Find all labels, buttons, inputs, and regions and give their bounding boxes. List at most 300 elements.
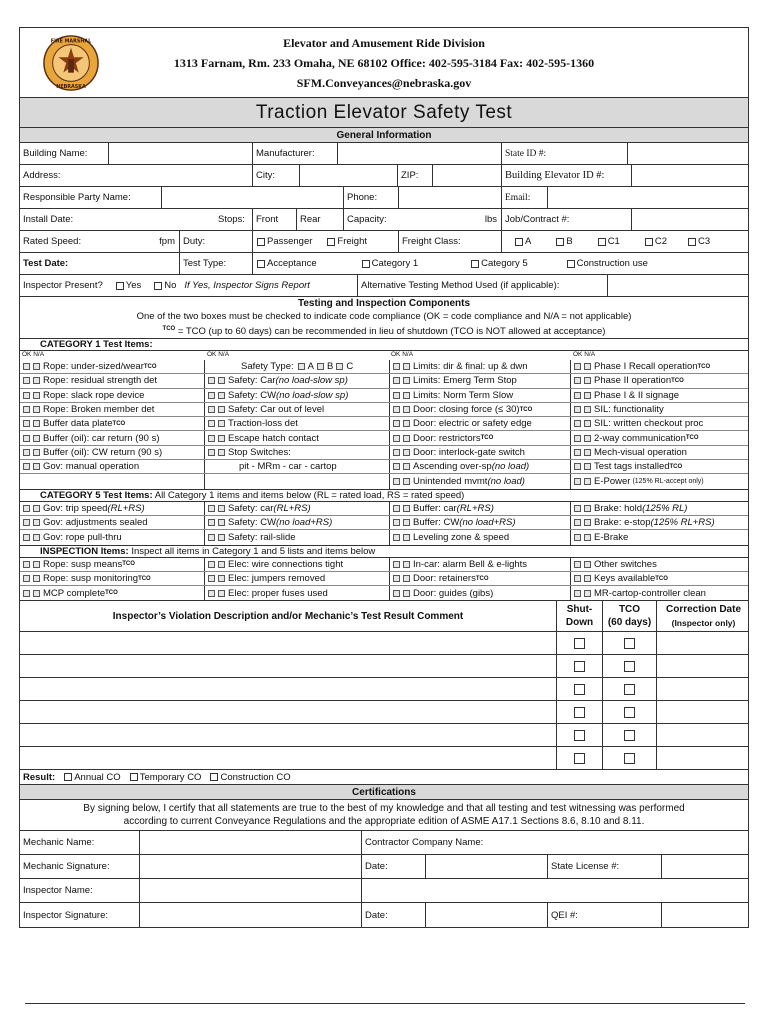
test-item: [571, 586, 750, 600]
na-checkbox[interactable]: [584, 561, 591, 568]
ok-checkbox[interactable]: [208, 377, 215, 384]
test-item: [205, 417, 390, 430]
violation-description-field[interactable]: [20, 747, 557, 769]
test-item-label: Phase II operation: [594, 375, 672, 387]
na-checkbox[interactable]: [584, 463, 591, 470]
ok-checkbox[interactable]: [23, 561, 30, 568]
test-item-label: Brake: hold: [594, 502, 643, 514]
test-item: [205, 516, 390, 529]
na-checkbox[interactable]: [584, 478, 591, 485]
class-a-label: A: [525, 236, 532, 247]
ok-checkbox[interactable]: [208, 435, 215, 442]
na-checkbox[interactable]: [584, 392, 591, 399]
city-label: City:: [253, 165, 300, 186]
ok-checkbox[interactable]: [574, 575, 581, 582]
shutdown-checkbox[interactable]: [574, 638, 585, 649]
tco-marker: TCO: [669, 463, 683, 470]
category1-row: [20, 389, 748, 403]
na-checkbox[interactable]: [584, 519, 591, 526]
test-item: [20, 374, 205, 387]
qei-field[interactable]: [662, 903, 750, 927]
class-c3-checkbox[interactable]: [688, 238, 696, 246]
class-c1-checkbox[interactable]: [598, 238, 606, 246]
tco-marker: TCO: [697, 363, 711, 370]
violation-description-field[interactable]: [20, 701, 557, 723]
na-checkbox[interactable]: [218, 420, 225, 427]
ok-checkbox[interactable]: [574, 463, 581, 470]
category1-checkbox[interactable]: [362, 260, 370, 268]
na-checkbox[interactable]: [33, 590, 40, 597]
form-page: [19, 27, 749, 928]
na-checkbox[interactable]: [33, 534, 40, 541]
test-item-label: Safety: Car: [228, 375, 276, 387]
violation-description-field[interactable]: [20, 678, 557, 700]
inspector-date-field[interactable]: [426, 903, 548, 927]
ok-checkbox[interactable]: [23, 590, 30, 597]
ok-checkbox[interactable]: [23, 420, 30, 427]
category5-label: Category 5: [481, 258, 528, 269]
na-checkbox[interactable]: [403, 392, 410, 399]
ok-checkbox[interactable]: [574, 406, 581, 413]
correction-date-field[interactable]: [657, 655, 750, 677]
ok-checkbox[interactable]: [208, 561, 215, 568]
test-item: [390, 516, 571, 529]
test-type-label: Test Type:: [180, 253, 253, 274]
test-item-label: Traction-loss det: [228, 418, 298, 430]
na-checkbox[interactable]: [33, 435, 40, 442]
state-license-field[interactable]: [662, 855, 750, 878]
mechanic-signature-field[interactable]: [140, 855, 362, 878]
ok-checkbox[interactable]: [574, 363, 581, 370]
shutdown-checkbox[interactable]: [574, 661, 585, 672]
test-type-options: [253, 253, 750, 274]
state-id-field[interactable]: [628, 143, 750, 164]
test-item: [20, 516, 205, 529]
test-item: [390, 558, 571, 571]
freight-class-options: [502, 231, 750, 252]
freight-class-label: Freight Class:: [399, 231, 502, 252]
test-item: [390, 374, 571, 387]
duty-options: [253, 231, 399, 252]
na-checkbox[interactable]: [218, 561, 225, 568]
test-item-label: Mech-visual operation: [594, 446, 687, 458]
class-b-checkbox[interactable]: [556, 238, 564, 246]
mechanic-name-label: Mechanic Name:: [20, 831, 140, 854]
correction-date-field[interactable]: [657, 724, 750, 746]
test-item-label: Rope: slack rope device: [43, 389, 145, 401]
na-checkbox[interactable]: [403, 463, 410, 470]
ok-checkbox[interactable]: [208, 590, 215, 597]
ok-checkbox[interactable]: [393, 478, 400, 485]
test-item-label: Stop Switches:: [228, 446, 291, 458]
ok-checkbox[interactable]: [574, 561, 581, 568]
testing-note-2: [20, 323, 748, 338]
test-item: [571, 417, 750, 430]
na-checkbox[interactable]: [218, 590, 225, 597]
ok-na-col2: OK N/A: [207, 351, 230, 358]
test-item: [390, 431, 571, 444]
address-label: Address:: [20, 165, 253, 186]
violation-description-field[interactable]: [20, 724, 557, 746]
violation-rows: [20, 632, 748, 770]
correction-date-field[interactable]: [657, 701, 750, 723]
na-checkbox[interactable]: [33, 377, 40, 384]
test-item-label: Door: restrictors: [413, 432, 481, 444]
mechanic-name-field[interactable]: [140, 831, 362, 854]
test-item: [571, 446, 750, 459]
inspection-heading: [20, 546, 748, 558]
shutdown-checkbox[interactable]: [574, 684, 585, 695]
safety-type-c-checkbox[interactable]: [336, 363, 343, 370]
na-checkbox[interactable]: [584, 505, 591, 512]
mechanic-signature-label: Mechanic Signature:: [20, 855, 140, 878]
na-checkbox[interactable]: [584, 534, 591, 541]
manufacturer-field[interactable]: [338, 143, 502, 164]
ok-checkbox[interactable]: [574, 449, 581, 456]
shutdown-checkbox[interactable]: [574, 707, 585, 718]
tco-marker: TCO: [655, 575, 668, 582]
ok-checkbox[interactable]: [574, 420, 581, 427]
ok-checkbox[interactable]: [23, 392, 30, 399]
inspector-no-checkbox[interactable]: [154, 282, 162, 290]
inspection-row: [20, 586, 748, 600]
ok-checkbox[interactable]: [393, 435, 400, 442]
capacity-unit: lbs: [484, 214, 497, 225]
test-item-condition: (125% RL): [642, 502, 688, 514]
na-checkbox[interactable]: [584, 590, 591, 597]
na-checkbox[interactable]: [33, 363, 40, 370]
na-checkbox[interactable]: [403, 575, 410, 582]
mechanic-date-field[interactable]: [426, 855, 548, 878]
division-name: Elevator and Amusement Ride Division: [283, 36, 485, 50]
na-checkbox[interactable]: [403, 478, 410, 485]
ok-checkbox[interactable]: [208, 534, 215, 541]
na-checkbox[interactable]: [218, 575, 225, 582]
temporary-co-checkbox[interactable]: [130, 773, 138, 781]
ok-checkbox[interactable]: [393, 363, 400, 370]
ok-checkbox[interactable]: [393, 575, 400, 582]
inspector-name-label: Inspector Name:: [20, 879, 140, 902]
form-header: [20, 28, 748, 98]
safety-type-a-checkbox[interactable]: [298, 363, 305, 370]
job-contract-field[interactable]: [632, 209, 750, 230]
violations-header: [20, 601, 748, 632]
test-item: [20, 572, 205, 585]
test-item: [20, 558, 205, 571]
tco-checkbox[interactable]: [624, 638, 635, 649]
building-name-field[interactable]: [109, 143, 253, 164]
rated-speed-cell[interactable]: [20, 231, 180, 252]
na-checkbox[interactable]: [33, 392, 40, 399]
ok-checkbox[interactable]: [23, 519, 30, 526]
na-checkbox[interactable]: [403, 590, 410, 597]
violation-description-field[interactable]: [20, 632, 557, 654]
ok-checkbox[interactable]: [393, 561, 400, 568]
ok-checkbox[interactable]: [208, 575, 215, 582]
inspector-name-field[interactable]: [140, 879, 362, 902]
footer-rule: [25, 1003, 745, 1004]
construction-use-checkbox[interactable]: [567, 260, 575, 268]
mechanic-name-row: [20, 831, 748, 855]
ok-checkbox[interactable]: [208, 519, 215, 526]
test-item: [571, 502, 750, 515]
test-item: [571, 403, 750, 416]
test-item-label: Door: retainers: [413, 573, 476, 584]
na-checkbox[interactable]: [33, 420, 40, 427]
na-checkbox[interactable]: [218, 505, 225, 512]
test-item-label: 2-way communication: [594, 432, 686, 444]
test-item-condition: (no load+RS): [459, 517, 516, 529]
building-row: [20, 143, 748, 165]
inspector-signs-note: If Yes, Inspector Signs Report: [184, 280, 310, 291]
general-info-heading: General Information: [20, 128, 748, 143]
test-item-label: Elec: proper fuses used: [228, 587, 328, 599]
na-checkbox[interactable]: [403, 505, 410, 512]
safety-type-label: Safety Type:: [241, 361, 294, 373]
correction-date-field[interactable]: [657, 747, 750, 769]
ok-checkbox[interactable]: [208, 505, 215, 512]
inspector-signature-row: [20, 903, 748, 927]
ok-checkbox[interactable]: [393, 377, 400, 384]
test-item-label: Escape hatch contact: [228, 432, 319, 444]
test-item: [205, 431, 390, 444]
ok-checkbox[interactable]: [393, 449, 400, 456]
ok-checkbox[interactable]: [23, 435, 30, 442]
test-item-label: Door: interlock-gate switch: [413, 446, 525, 458]
tco-header: TCO (60 days): [603, 601, 657, 631]
test-item: [390, 530, 571, 544]
na-checkbox[interactable]: [584, 363, 591, 370]
ok-checkbox[interactable]: [23, 534, 30, 541]
ok-checkbox[interactable]: [208, 406, 215, 413]
test-item: [390, 389, 571, 402]
correction-date-field[interactable]: [657, 632, 750, 654]
tco-checkbox[interactable]: [624, 707, 635, 718]
ok-checkbox[interactable]: [574, 505, 581, 512]
contractor-label: Contractor Company Name:: [365, 837, 484, 849]
na-checkbox[interactable]: [403, 435, 410, 442]
building-elevator-id-label: Building Elevator ID #:: [502, 165, 632, 186]
ok-na-col3: OK N/A: [391, 351, 414, 358]
freight-checkbox[interactable]: [327, 238, 335, 246]
na-checkbox[interactable]: [33, 406, 40, 413]
stops-front[interactable]: Front: [253, 209, 297, 230]
ok-checkbox[interactable]: [393, 534, 400, 541]
tco-checkbox[interactable]: [624, 661, 635, 672]
ok-checkbox[interactable]: [393, 463, 400, 470]
shutdown-cell: [557, 632, 603, 654]
ok-checkbox[interactable]: [23, 505, 30, 512]
ok-checkbox[interactable]: [393, 590, 400, 597]
class-c2-checkbox[interactable]: [645, 238, 653, 246]
alt-method-field[interactable]: [608, 275, 750, 296]
na-checkbox[interactable]: [218, 435, 225, 442]
na-checkbox[interactable]: [218, 406, 225, 413]
test-item-label: Gov: manual operation: [43, 461, 140, 473]
na-checkbox[interactable]: [218, 519, 225, 526]
na-checkbox[interactable]: [584, 420, 591, 427]
na-checkbox[interactable]: [584, 435, 591, 442]
test-item: [571, 530, 750, 544]
test-item-label: Door: closing force (≤ 30): [413, 404, 520, 416]
address-row: [20, 165, 748, 187]
ok-checkbox[interactable]: [208, 392, 215, 399]
test-item: [205, 374, 390, 387]
na-checkbox[interactable]: [218, 377, 225, 384]
test-item-label: In-car: alarm Bell & e-lights: [413, 558, 528, 570]
category1-row: [20, 460, 748, 474]
class-c1-label: C1: [607, 236, 620, 247]
ok-checkbox[interactable]: [393, 519, 400, 526]
test-item: [205, 360, 390, 373]
na-checkbox[interactable]: [218, 534, 225, 541]
inspector-signature-field[interactable]: [140, 903, 362, 927]
test-item: [20, 530, 205, 544]
ok-checkbox[interactable]: [574, 590, 581, 597]
na-checkbox[interactable]: [218, 449, 225, 456]
tco-checkbox[interactable]: [624, 753, 635, 764]
category5-checkbox[interactable]: [471, 260, 479, 268]
ok-checkbox[interactable]: [574, 534, 581, 541]
na-checkbox[interactable]: [403, 363, 410, 370]
tco-marker: TCO: [138, 575, 151, 582]
test-item: [571, 474, 750, 488]
ok-checkbox[interactable]: [393, 406, 400, 413]
category1-heading: CATEGORY 1 Test Items:: [20, 339, 748, 351]
result-row: [20, 770, 748, 785]
na-checkbox[interactable]: [403, 519, 410, 526]
ok-checkbox[interactable]: [574, 519, 581, 526]
na-checkbox[interactable]: [33, 519, 40, 526]
inspector-name-blank: [362, 879, 750, 902]
test-item-label: Safety: rail-slide: [228, 531, 296, 543]
capacity-cell[interactable]: [344, 209, 502, 230]
test-item-label: Rope: under-sized/wear: [43, 361, 144, 373]
na-checkbox[interactable]: [584, 377, 591, 384]
city-field[interactable]: [300, 165, 398, 186]
safety-type-b-checkbox[interactable]: [317, 363, 324, 370]
na-checkbox[interactable]: [218, 392, 225, 399]
test-item-label: Ascending over-sp: [413, 461, 492, 473]
certification-text-1: By signing below, I certify that all statements are true to the best of my knowledge and that all testing and test witnessing was performed: [83, 803, 685, 815]
tco-checkbox[interactable]: [624, 730, 635, 741]
construction-co-checkbox[interactable]: [210, 773, 218, 781]
building-elevator-id-field[interactable]: [632, 165, 750, 186]
test-item: [205, 446, 390, 459]
annual-co-checkbox[interactable]: [64, 773, 72, 781]
acceptance-checkbox[interactable]: [257, 260, 265, 268]
manufacturer-label: Manufacturer:: [253, 143, 338, 164]
passenger-checkbox[interactable]: [257, 238, 265, 246]
safety-type-option: C: [346, 361, 354, 373]
na-checkbox[interactable]: [33, 505, 40, 512]
safety-type-option: B: [326, 361, 334, 373]
test-item: [205, 530, 390, 544]
inspection-items: [20, 558, 748, 602]
result-cell: [20, 770, 750, 784]
correction-date-field[interactable]: [657, 678, 750, 700]
ok-checkbox[interactable]: [393, 420, 400, 427]
phone-field[interactable]: [399, 187, 502, 208]
inspection-heading-rest: Inspect all items in Category 1 and 5 lists and items below: [128, 545, 376, 557]
inspector-yes-checkbox[interactable]: [116, 282, 124, 290]
passenger-label: Passenger: [267, 236, 313, 247]
tco-checkbox[interactable]: [624, 684, 635, 695]
ok-checkbox[interactable]: [574, 435, 581, 442]
speed-row: [20, 231, 748, 253]
na-checkbox[interactable]: [584, 575, 591, 582]
na-checkbox[interactable]: [33, 575, 40, 582]
test-item-condition: (no load+RS): [276, 517, 333, 529]
na-checkbox[interactable]: [584, 406, 591, 413]
na-checkbox[interactable]: [403, 406, 410, 413]
ok-checkbox[interactable]: [208, 420, 215, 427]
na-checkbox[interactable]: [33, 561, 40, 568]
na-checkbox[interactable]: [33, 463, 40, 470]
capacity-label: Capacity:: [347, 214, 387, 225]
na-checkbox[interactable]: [584, 449, 591, 456]
violation-row: [20, 655, 748, 678]
test-item: [390, 502, 571, 515]
test-item: [571, 389, 750, 402]
ok-checkbox[interactable]: [574, 392, 581, 399]
test-item-condition: (RL+RS): [107, 502, 145, 514]
test-item-label: Rope: susp means: [43, 558, 123, 570]
inspection-row: [20, 572, 748, 586]
tco-marker: TCO: [122, 561, 135, 568]
inspector-present-cell: [20, 275, 358, 296]
test-item-label: Phase I & II signage: [594, 389, 680, 401]
ok-checkbox[interactable]: [393, 392, 400, 399]
test-item-label: Limits: Emerg Term Stop: [413, 375, 517, 387]
class-a-checkbox[interactable]: [515, 238, 523, 246]
na-checkbox[interactable]: [403, 561, 410, 568]
shutdown-checkbox[interactable]: [574, 753, 585, 764]
test-item: [205, 558, 390, 571]
na-checkbox[interactable]: [403, 420, 410, 427]
na-checkbox[interactable]: [403, 534, 410, 541]
violation-description-field[interactable]: [20, 655, 557, 677]
category1-row: [20, 446, 748, 460]
ok-checkbox[interactable]: [23, 575, 30, 582]
na-checkbox[interactable]: [33, 449, 40, 456]
ok-checkbox[interactable]: [23, 377, 30, 384]
certifications-heading: Certifications: [20, 785, 748, 800]
test-item: [20, 431, 205, 444]
shutdown-checkbox[interactable]: [574, 730, 585, 741]
ok-checkbox[interactable]: [23, 449, 30, 456]
na-checkbox[interactable]: [403, 377, 410, 384]
ok-checkbox[interactable]: [23, 463, 30, 470]
responsible-party-field[interactable]: [162, 187, 344, 208]
test-date-row: [20, 253, 748, 275]
na-checkbox[interactable]: [403, 449, 410, 456]
stops-rear[interactable]: Rear: [297, 209, 344, 230]
ok-checkbox[interactable]: [393, 505, 400, 512]
test-item: [390, 460, 571, 473]
test-item-label: Safety: CW: [228, 389, 277, 401]
ok-checkbox[interactable]: [23, 406, 30, 413]
zip-field[interactable]: [433, 165, 502, 186]
email-field[interactable]: [548, 187, 750, 208]
rated-speed-unit: fpm: [159, 236, 175, 247]
ok-checkbox[interactable]: [23, 363, 30, 370]
test-item-label: Door: guides (gibs): [413, 587, 494, 599]
ok-checkbox[interactable]: [574, 478, 581, 485]
form-title: Traction Elevator Safety Test: [20, 98, 748, 128]
ok-checkbox[interactable]: [574, 377, 581, 384]
ok-checkbox[interactable]: [208, 449, 215, 456]
